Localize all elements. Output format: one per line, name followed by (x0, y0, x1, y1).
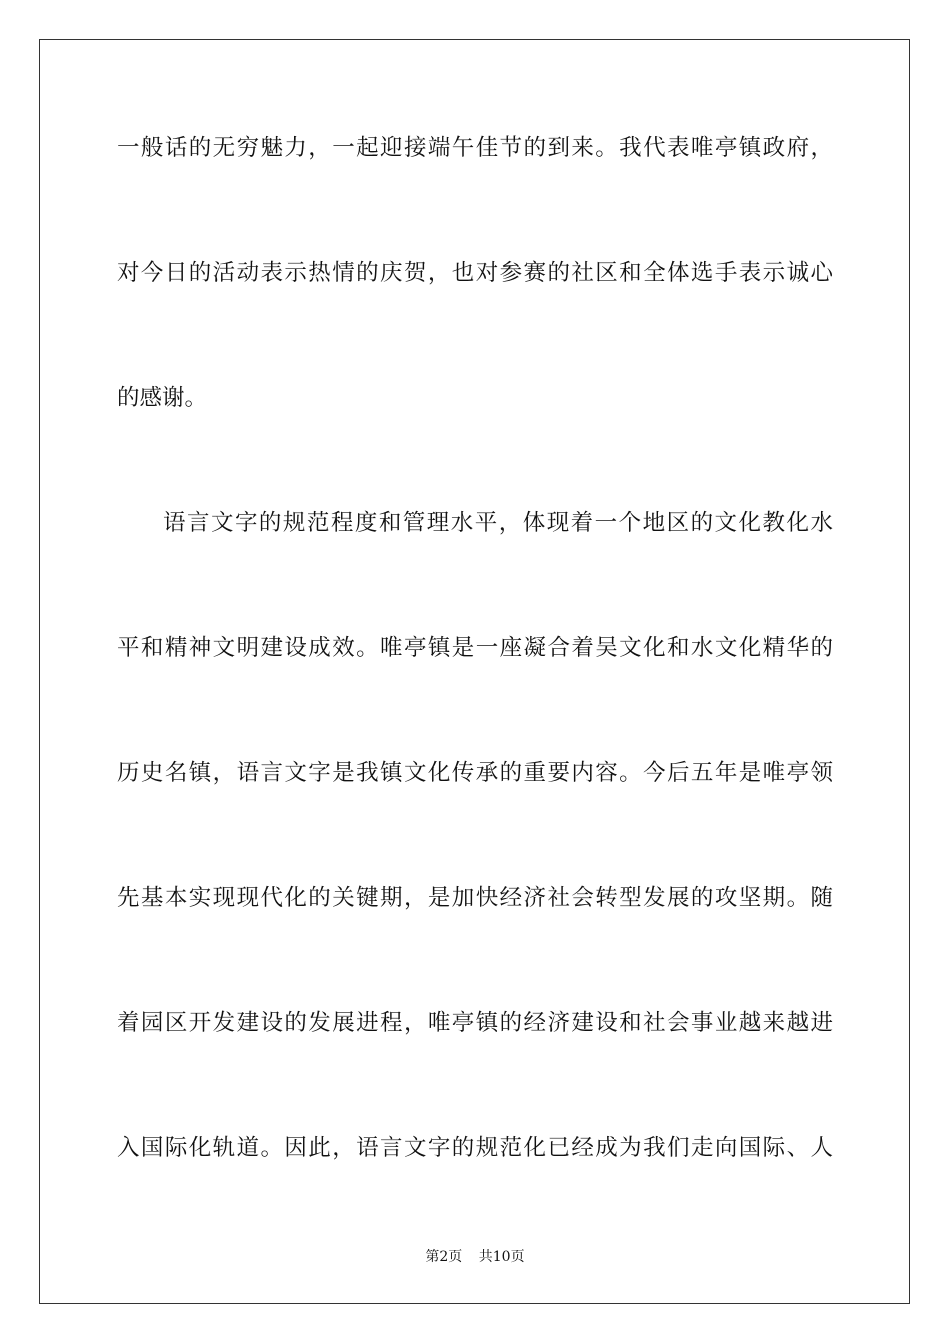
text-line-8: 着园区开发建设的发展进程，唯亭镇的经济建设和社会事业越来越进 (117, 1010, 833, 1036)
text-line-9: 入国际化轨道。因此，语言文字的规范化已经成为我们走向国际、人 (117, 1135, 833, 1161)
page-footer (0, 1247, 950, 1267)
text-line-6: 历史名镇，语言文字是我镇文化传承的重要内容。今后五年是唯亭领 (117, 760, 833, 786)
text-line-2: 对今日的活动表示热情的庆贺，也对参赛的社区和全体选手表示诚心 (117, 260, 833, 286)
text-line-4: 语言文字的规范程度和管理水平，体现着一个地区的文化教化水 (163, 510, 833, 536)
text-line-5: 平和精神文明建设成效。唯亭镇是一座凝合着吴文化和水文化精华的 (117, 635, 833, 661)
page-border (39, 39, 910, 1304)
text-line-7: 先基本实现现代化的关键期，是加快经济社会转型发展的攻坚期。随 (117, 885, 833, 911)
text-line-3: 的感谢。 (117, 385, 208, 411)
text-line-1: 一般话的无穷魅力，一起迎接端午佳节的到来。我代表唯亭镇政府， (117, 135, 833, 161)
page-total: 共10页 (478, 1249, 525, 1265)
page-number: 第2页 (425, 1249, 463, 1265)
